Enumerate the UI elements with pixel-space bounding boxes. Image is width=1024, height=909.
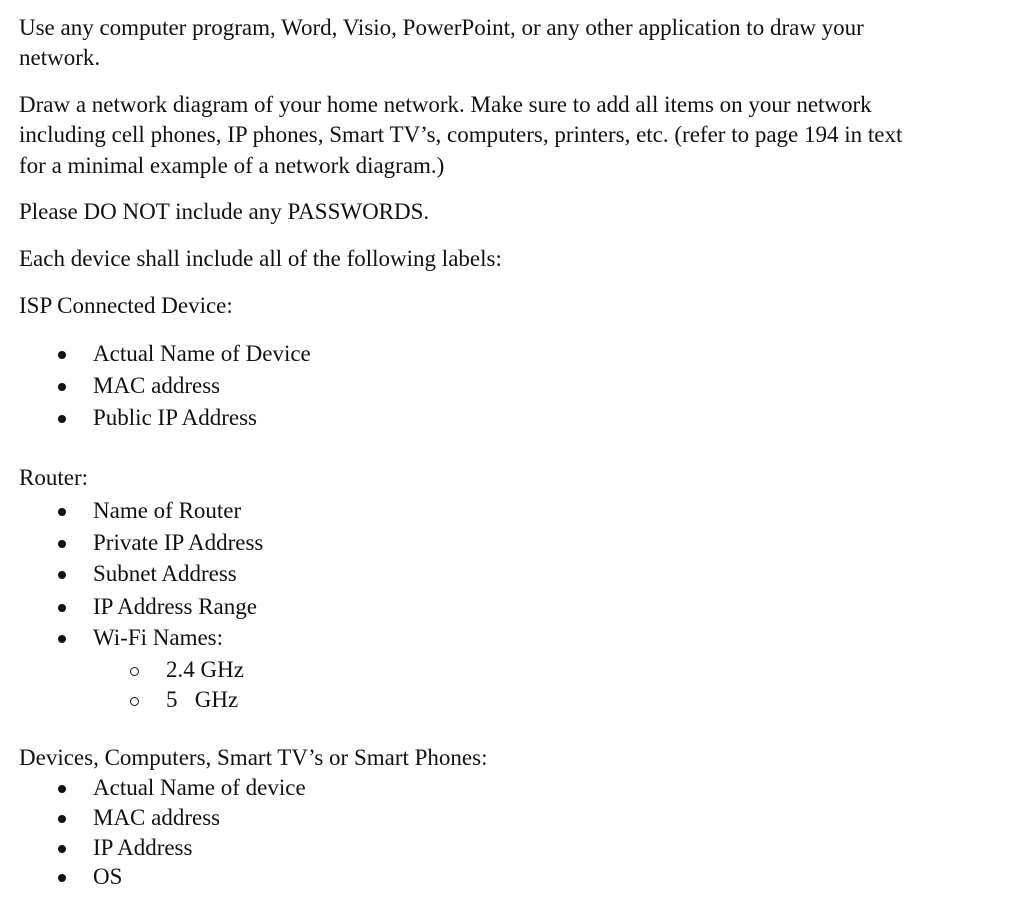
list-item-label: Name of Router [93,498,242,523]
hollow-bullet-icon [130,667,139,676]
password-warning: Please DO NOT include any PASSWORDS. [19,199,430,224]
bullet-icon [58,845,66,853]
list-item-label: MAC address [93,373,221,398]
list-item-label: Private IP Address [93,530,264,555]
bullet-icon [58,874,66,882]
list-item-label: Subnet Address [93,561,237,586]
list-item-label: Actual Name of Device [93,341,311,366]
devices-heading: Devices, Computers, Smart TV’s or Smart Phones: [19,745,488,770]
bullet-icon [58,351,66,359]
intro-line-2: network. [19,45,101,70]
sub-list-item-label: 2.4 GHz [166,657,244,682]
list-item-label: Actual Name of device [93,775,306,800]
sub-list-item-label: 5 GHz [166,687,239,712]
labels-intro: Each device shall include all of the following labels: [19,246,502,271]
bullet-icon [58,540,66,548]
bullet-icon [58,635,66,643]
list-item-label: Public IP Address [93,405,257,430]
bullet-icon [58,815,66,823]
instructions-line-1: Draw a network diagram of your home network. Make sure to add all items on your network [19,92,872,117]
router-heading: Router: [19,465,88,490]
bullet-icon [58,571,66,579]
bullet-icon [58,785,66,793]
isp-heading: ISP Connected Device: [19,293,233,318]
bullet-icon [58,383,66,391]
instructions-line-3: for a minimal example of a network diagram.) [19,153,445,178]
bullet-icon [58,604,66,612]
intro-line-1: Use any computer program, Word, Visio, PowerPoint, or any other application to draw your [19,15,864,40]
bullet-icon [58,415,66,423]
hollow-bullet-icon [130,697,139,706]
list-item-label: OS [93,864,123,889]
list-item-label: IP Address Range [93,594,257,619]
list-item-label: Wi-Fi Names: [93,625,224,650]
bullet-icon [58,508,66,516]
list-item-label: MAC address [93,805,221,830]
instructions-line-2: including cell phones, IP phones, Smart TV’s, computers, printers, etc. (refer to page 194 in text [19,122,903,147]
list-item-label: IP Address [93,835,193,860]
